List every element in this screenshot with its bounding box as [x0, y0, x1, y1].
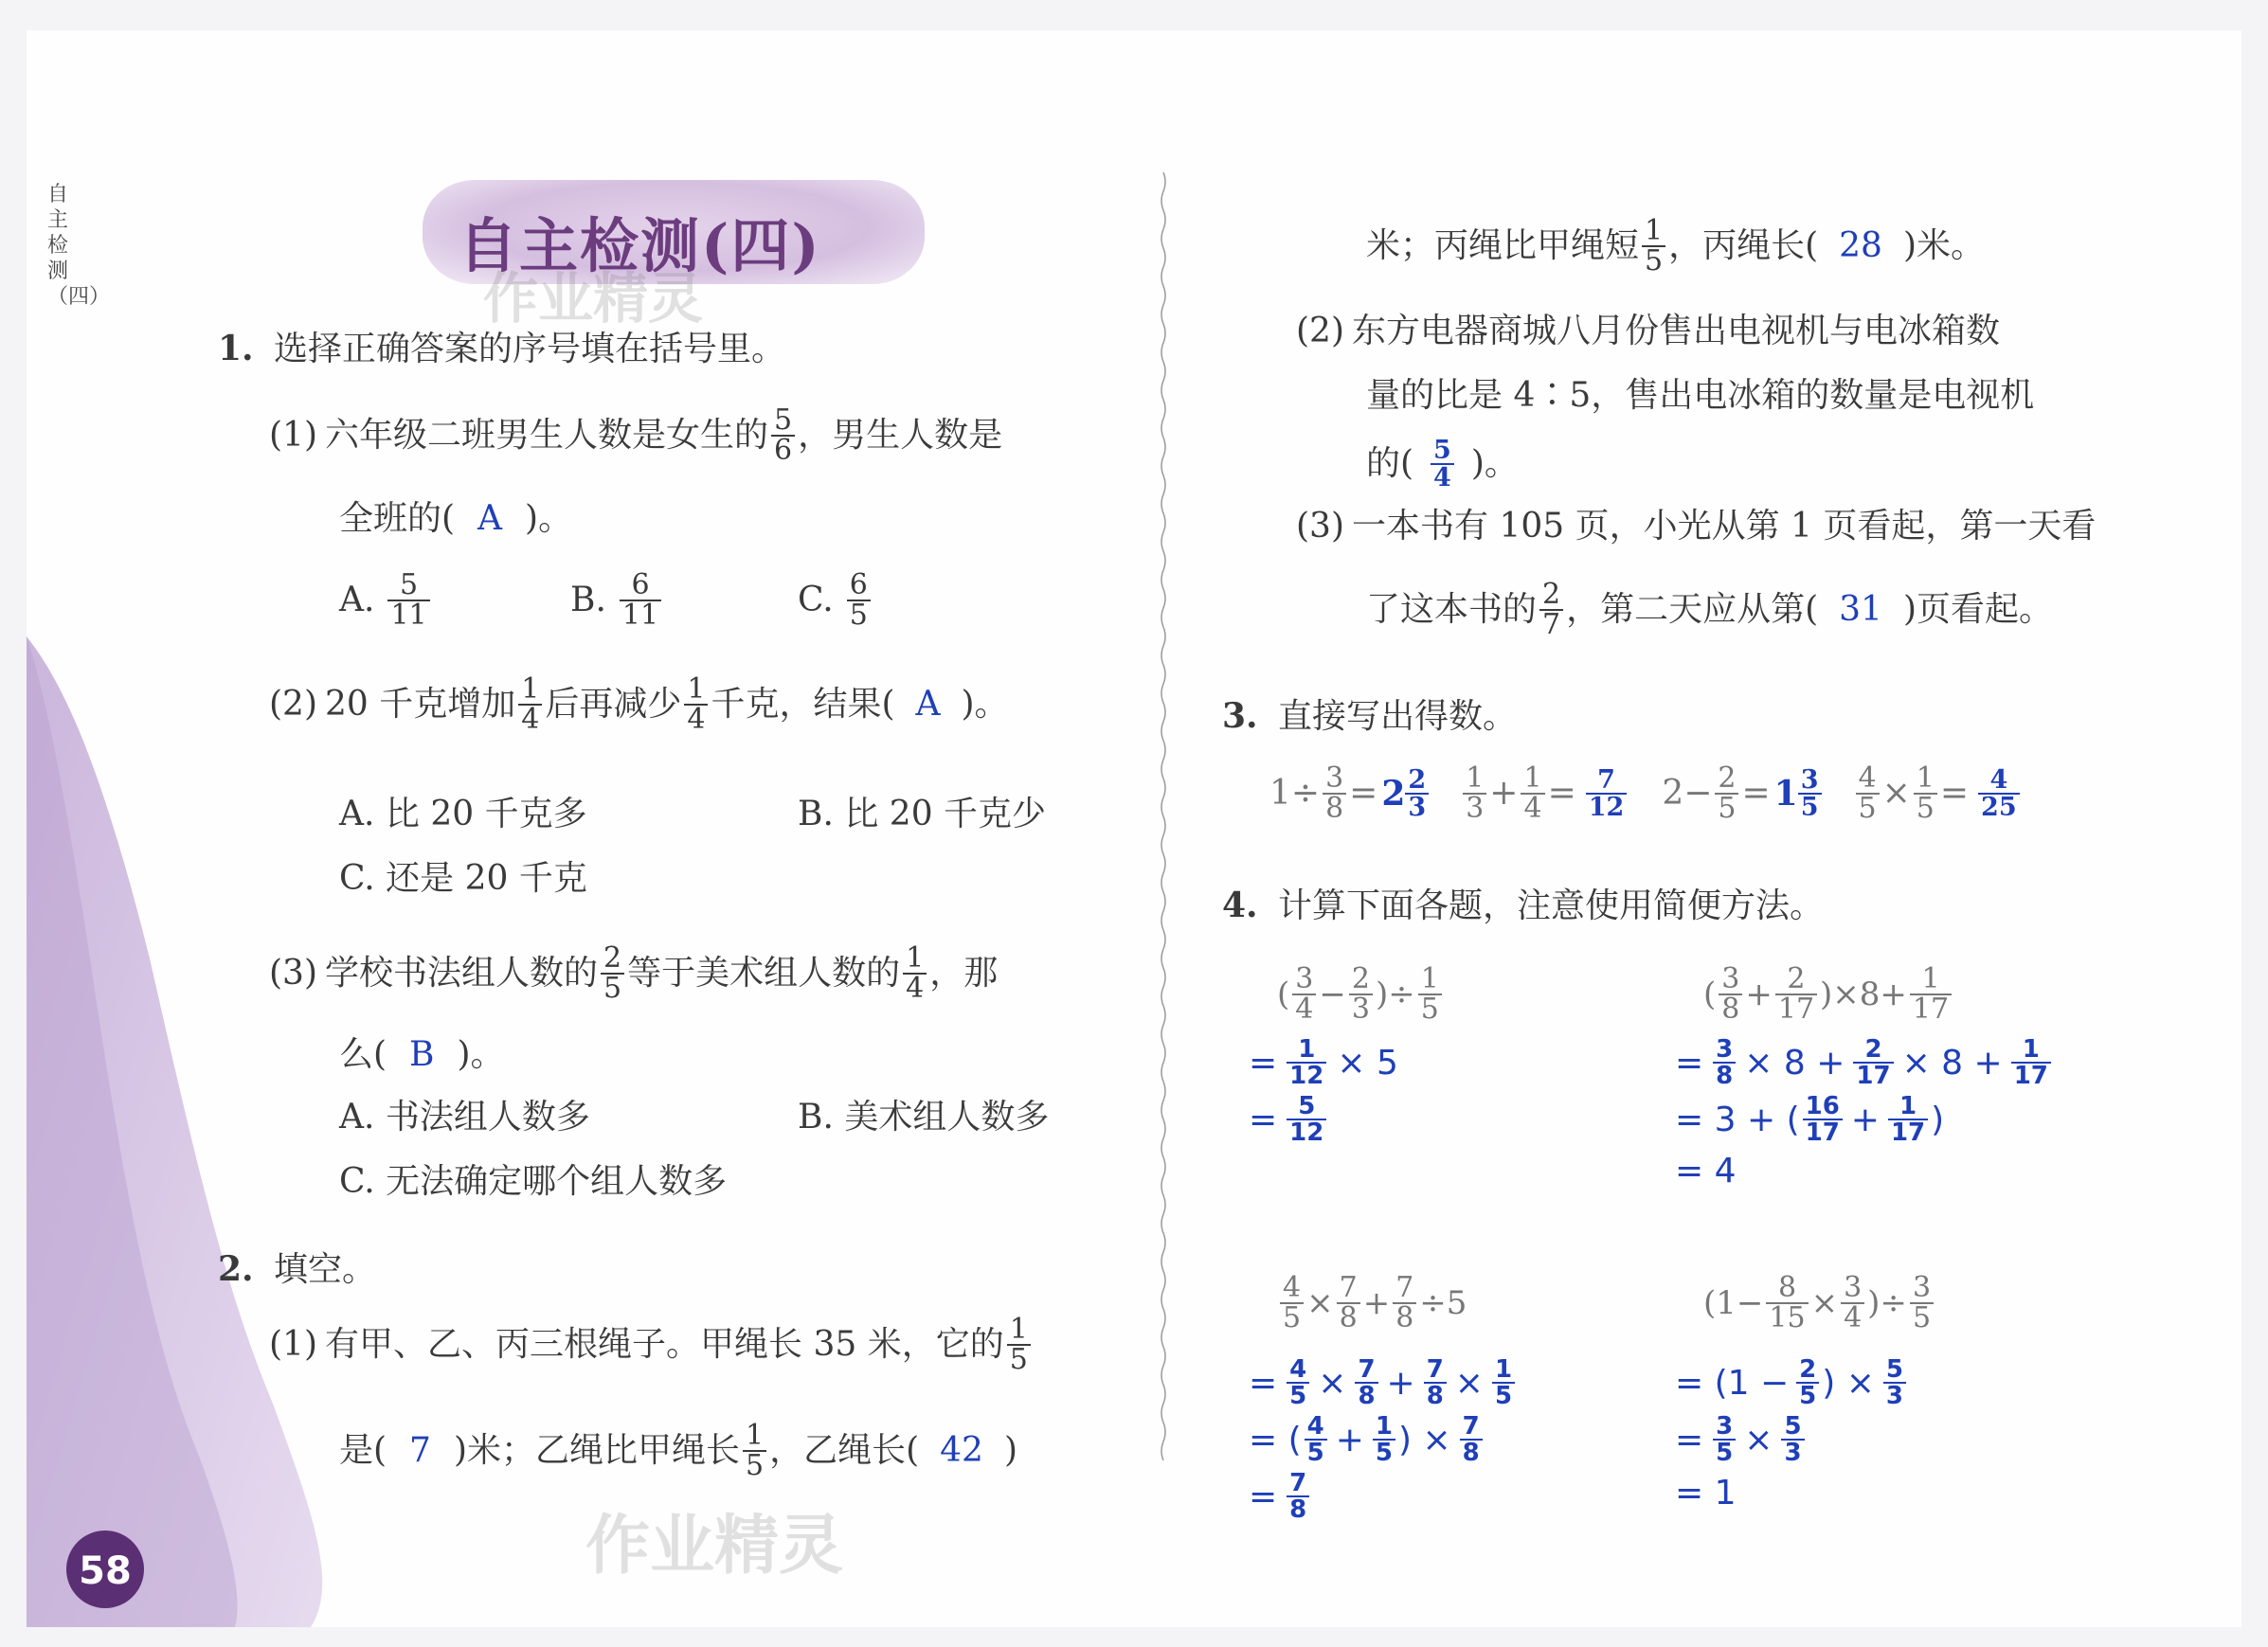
q3-stem: 直接写出得数。 [1278, 697, 1518, 736]
q3-heading [1222, 696, 1518, 736]
option-c: C. $\frac{6}{5}$ [798, 561, 873, 640]
q2-p1-line3-c: )米。 [1902, 226, 1986, 265]
q2-p2-line3-b: )。 [1470, 444, 1519, 483]
q4-work-2-line2: = 3 + ( $\frac{16}{17}$ + $\frac{1}{17}$ ) [1675, 1092, 1945, 1147]
q2-p2-text-1: 东方电器商城八月份售出电视机与电冰箱数 [1352, 312, 2001, 350]
q1-p3-line2-text: 么( [339, 1035, 387, 1074]
q2-p1-fraction-3: $\frac{1}{5}$ [1642, 217, 1665, 276]
q2-p1-line2-b: )米；乙绳比甲绳长 [453, 1431, 740, 1470]
q1-p2-text-d: )。 [961, 685, 1009, 724]
q1-number: 1. [218, 329, 254, 368]
q4-work-3-line3: = $\frac{7}{8}$ [1249, 1466, 1312, 1527]
q2-p2-label: (2) [1296, 312, 1344, 350]
q4-number: 4. [1222, 886, 1258, 925]
q4-problem-3: $\frac{4}{5}$ × $\frac{7}{8}$ + $\frac{7}{8}$ ÷5 [1277, 1263, 1467, 1343]
q4-problem-4: (1− $\frac{8}{15}$ × $\frac{3}{4}$ )÷ $\frac{3}{5}$ [1703, 1263, 1936, 1343]
q1-p1-fraction: $\frac{5}{6}$ [771, 406, 795, 465]
q1-p2-text-b: 后再减少 [545, 685, 682, 724]
q1-p2-line1 [269, 667, 1009, 743]
q2-p1-fraction-2: $\frac{1}{5}$ [743, 1422, 766, 1480]
watermark: 作业精灵 [483, 266, 704, 331]
q1-p3-text-b: 等于美术组人数的 [627, 954, 901, 993]
watermark: 作业精灵 [585, 1509, 844, 1584]
q2-p1-answer-1: 7 [409, 1431, 431, 1470]
q1-p3-option-c: C. 无法确定哪个组人数多 [339, 1162, 728, 1201]
q1-p1-line1 [269, 398, 1002, 474]
q3-item-3: 2− $\frac{2}{5}$ = 1 $\frac{3}{5}$ [1662, 764, 1824, 823]
q2-p1-line3-b: ，丙绳长( [1668, 226, 1819, 265]
q1-p3-text-a: 学校书法组人数的 [325, 954, 599, 993]
q4-work-1-line2: = $\frac{5}{12}$ [1249, 1089, 1329, 1150]
q1-p3-label: (3) [269, 954, 317, 993]
q2-p3-line2-c: )页看起。 [1902, 590, 2054, 629]
q1-p1-text-a: 六年级二班男生人数是女生的 [325, 416, 769, 455]
q2-heading [218, 1249, 377, 1289]
q2-p2-line3 [1366, 426, 1519, 502]
q4-work-2-line3: = 4 [1675, 1152, 1737, 1190]
q2-p3-label: (3) [1296, 507, 1344, 546]
q1-p3-fraction-2: $\frac{1}{4}$ [903, 944, 927, 1003]
q1-p1-label: (1) [269, 416, 317, 455]
option-a: A. $\frac{5}{11}$ [339, 561, 433, 640]
q3-item-4: $\frac{4}{5}$ × $\frac{1}{5}$ = $\frac{4}{25}$ [1853, 764, 2023, 823]
q2-p3-line2-b: ，第二天应从第( [1566, 590, 1819, 629]
q1-p2-fraction-1: $\frac{1}{4}$ [518, 675, 542, 734]
q2-p2-line3-a: 的( [1366, 444, 1414, 483]
q4-work-1-line1: = $\frac{1}{12}$ × 5 [1249, 1035, 1398, 1090]
q3-item-1: 1÷ $\frac{3}{8}$ = 2 $\frac{2}{3}$ [1269, 764, 1431, 823]
q2-p1-line3-a: 米；丙绳比甲绳短 [1366, 226, 1640, 265]
q2-p1-line2-a: 是( [339, 1431, 387, 1470]
q2-p1-answer-3: 28 [1839, 226, 1882, 265]
q1-p3-line1 [269, 936, 998, 1011]
q1-p1-line2 [339, 499, 573, 538]
q1-p2-option-c: C. 还是 20 千克 [339, 859, 587, 898]
q1-stem: 选择正确答案的序号填在括号里。 [274, 330, 786, 368]
q4-problem-1: ( $\frac{3}{4}$ − $\frac{2}{3}$ )÷ $\frac{1}{5}$ [1277, 955, 1445, 1034]
q4-work-2-line1: = $\frac{3}{8}$ × 8 + $\frac{2}{17}$ × 8 + $\frac{1}{17}$ [1675, 1032, 2054, 1093]
workbook-page [27, 30, 2241, 1627]
page-title: 自主检测(四) [459, 211, 821, 280]
q1-p1-options [339, 561, 945, 640]
q2-p3-answer: 31 [1839, 590, 1882, 629]
q1-p3-option-b: B. 美术组人数多 [798, 1098, 1050, 1137]
q1-p1-text-b: ，男生人数是 [798, 416, 1003, 455]
q1-p3-fraction-1: $\frac{2}{5}$ [601, 944, 624, 1003]
q1-heading [218, 331, 785, 367]
q2-p1-line2-c: ，乙绳长( [769, 1431, 920, 1470]
q2-stem: 填空。 [274, 1250, 377, 1289]
q1-p2-label: (2) [269, 685, 317, 724]
q1-p1-line2-end: )。 [525, 499, 573, 538]
q4-work-4-line1: = (1 − $\frac{2}{5}$ ) × $\frac{5}{3}$ [1675, 1352, 1909, 1413]
q4-work-4-line2: = $\frac{3}{5}$ × $\frac{5}{3}$ [1675, 1409, 1808, 1470]
q1-p1-line2-text: 全班的( [339, 499, 456, 538]
column-divider [1160, 172, 1167, 1489]
q2-p1-text-a: 有甲、乙、丙三根绳子。甲绳长 35 米，它的 [325, 1325, 1004, 1364]
q1-p3-option-a: A. 书法组人数多 [339, 1098, 590, 1137]
q4-problem-2: ( $\frac{3}{8}$ + $\frac{2}{17}$ )×8+ $\frac{1}{17}$ [1703, 955, 1954, 1034]
q2-p1-line2 [339, 1413, 1017, 1489]
q2-p1-line1 [269, 1307, 1034, 1383]
q1-p1-answer: A [477, 499, 503, 538]
q2-p1-label: (1) [269, 1325, 317, 1364]
side-label: 自主检测（四） [47, 183, 111, 309]
q3-items-row [1269, 754, 2023, 833]
q1-p3-line2 [339, 1035, 505, 1074]
q2-p1-line2-d: ) [1003, 1431, 1017, 1470]
q1-p3-text-c: ，那 [929, 954, 999, 993]
option-b: B. $\frac{6}{11}$ [570, 561, 664, 640]
q3-item-2: $\frac{1}{3}$ + $\frac{1}{4}$ = $\frac{7}{12}$ [1460, 764, 1629, 823]
q2-p1-answer-2: 42 [940, 1431, 983, 1470]
q2-p3-fraction: $\frac{2}{7}$ [1539, 581, 1563, 639]
q4-stem: 计算下面各题，注意使用简便方法。 [1278, 886, 1825, 925]
q1-p3-answer: B [409, 1035, 435, 1074]
q4-work-3-line1: = $\frac{4}{5}$ × $\frac{7}{8}$ + $\frac{7}{8}$ × $\frac{1}{5}$ [1249, 1352, 1518, 1413]
q4-heading [1222, 888, 1824, 923]
q4-work-3-line2: = ( $\frac{4}{5}$ + $\frac{1}{5}$ ) × $\frac{7}{8}$ [1249, 1409, 1485, 1470]
q1-p2-option-a: A. 比 20 千克多 [339, 795, 587, 833]
page-number: 58 [79, 1549, 132, 1593]
q2-p2-line2: 量的比是 4∶5，售出电冰箱的数量是电视机 [1366, 376, 2035, 415]
q1-p2-text-c: 千克，结果( [711, 685, 895, 724]
q2-number: 2. [218, 1249, 254, 1289]
q2-p1-line3 [1366, 208, 1985, 284]
q1-p3-line2-end: )。 [457, 1035, 505, 1074]
q1-p2-option-b: B. 比 20 千克少 [798, 795, 1047, 833]
q2-p3-text-1: 一本书有 105 页，小光从第 1 页看起，第一天看 [1352, 507, 2097, 546]
q1-p2-answer: A [915, 685, 941, 724]
q2-p1-fraction: $\frac{1}{5}$ [1007, 1316, 1031, 1374]
q2-p2-line1 [1296, 314, 2000, 349]
q1-p2-fraction-2: $\frac{1}{4}$ [684, 675, 708, 734]
q2-p3-line1 [1296, 507, 2097, 546]
q2-p2-answer-fraction: $\frac{5}{4}$ [1431, 438, 1454, 491]
q1-p2-text-a: 20 千克增加 [325, 685, 516, 724]
q2-p3-line2-a: 了这本书的 [1366, 590, 1538, 629]
q2-p3-line2 [1366, 572, 2053, 648]
q4-work-4-line3: = 1 [1675, 1474, 1737, 1513]
q3-number: 3. [1222, 696, 1258, 736]
